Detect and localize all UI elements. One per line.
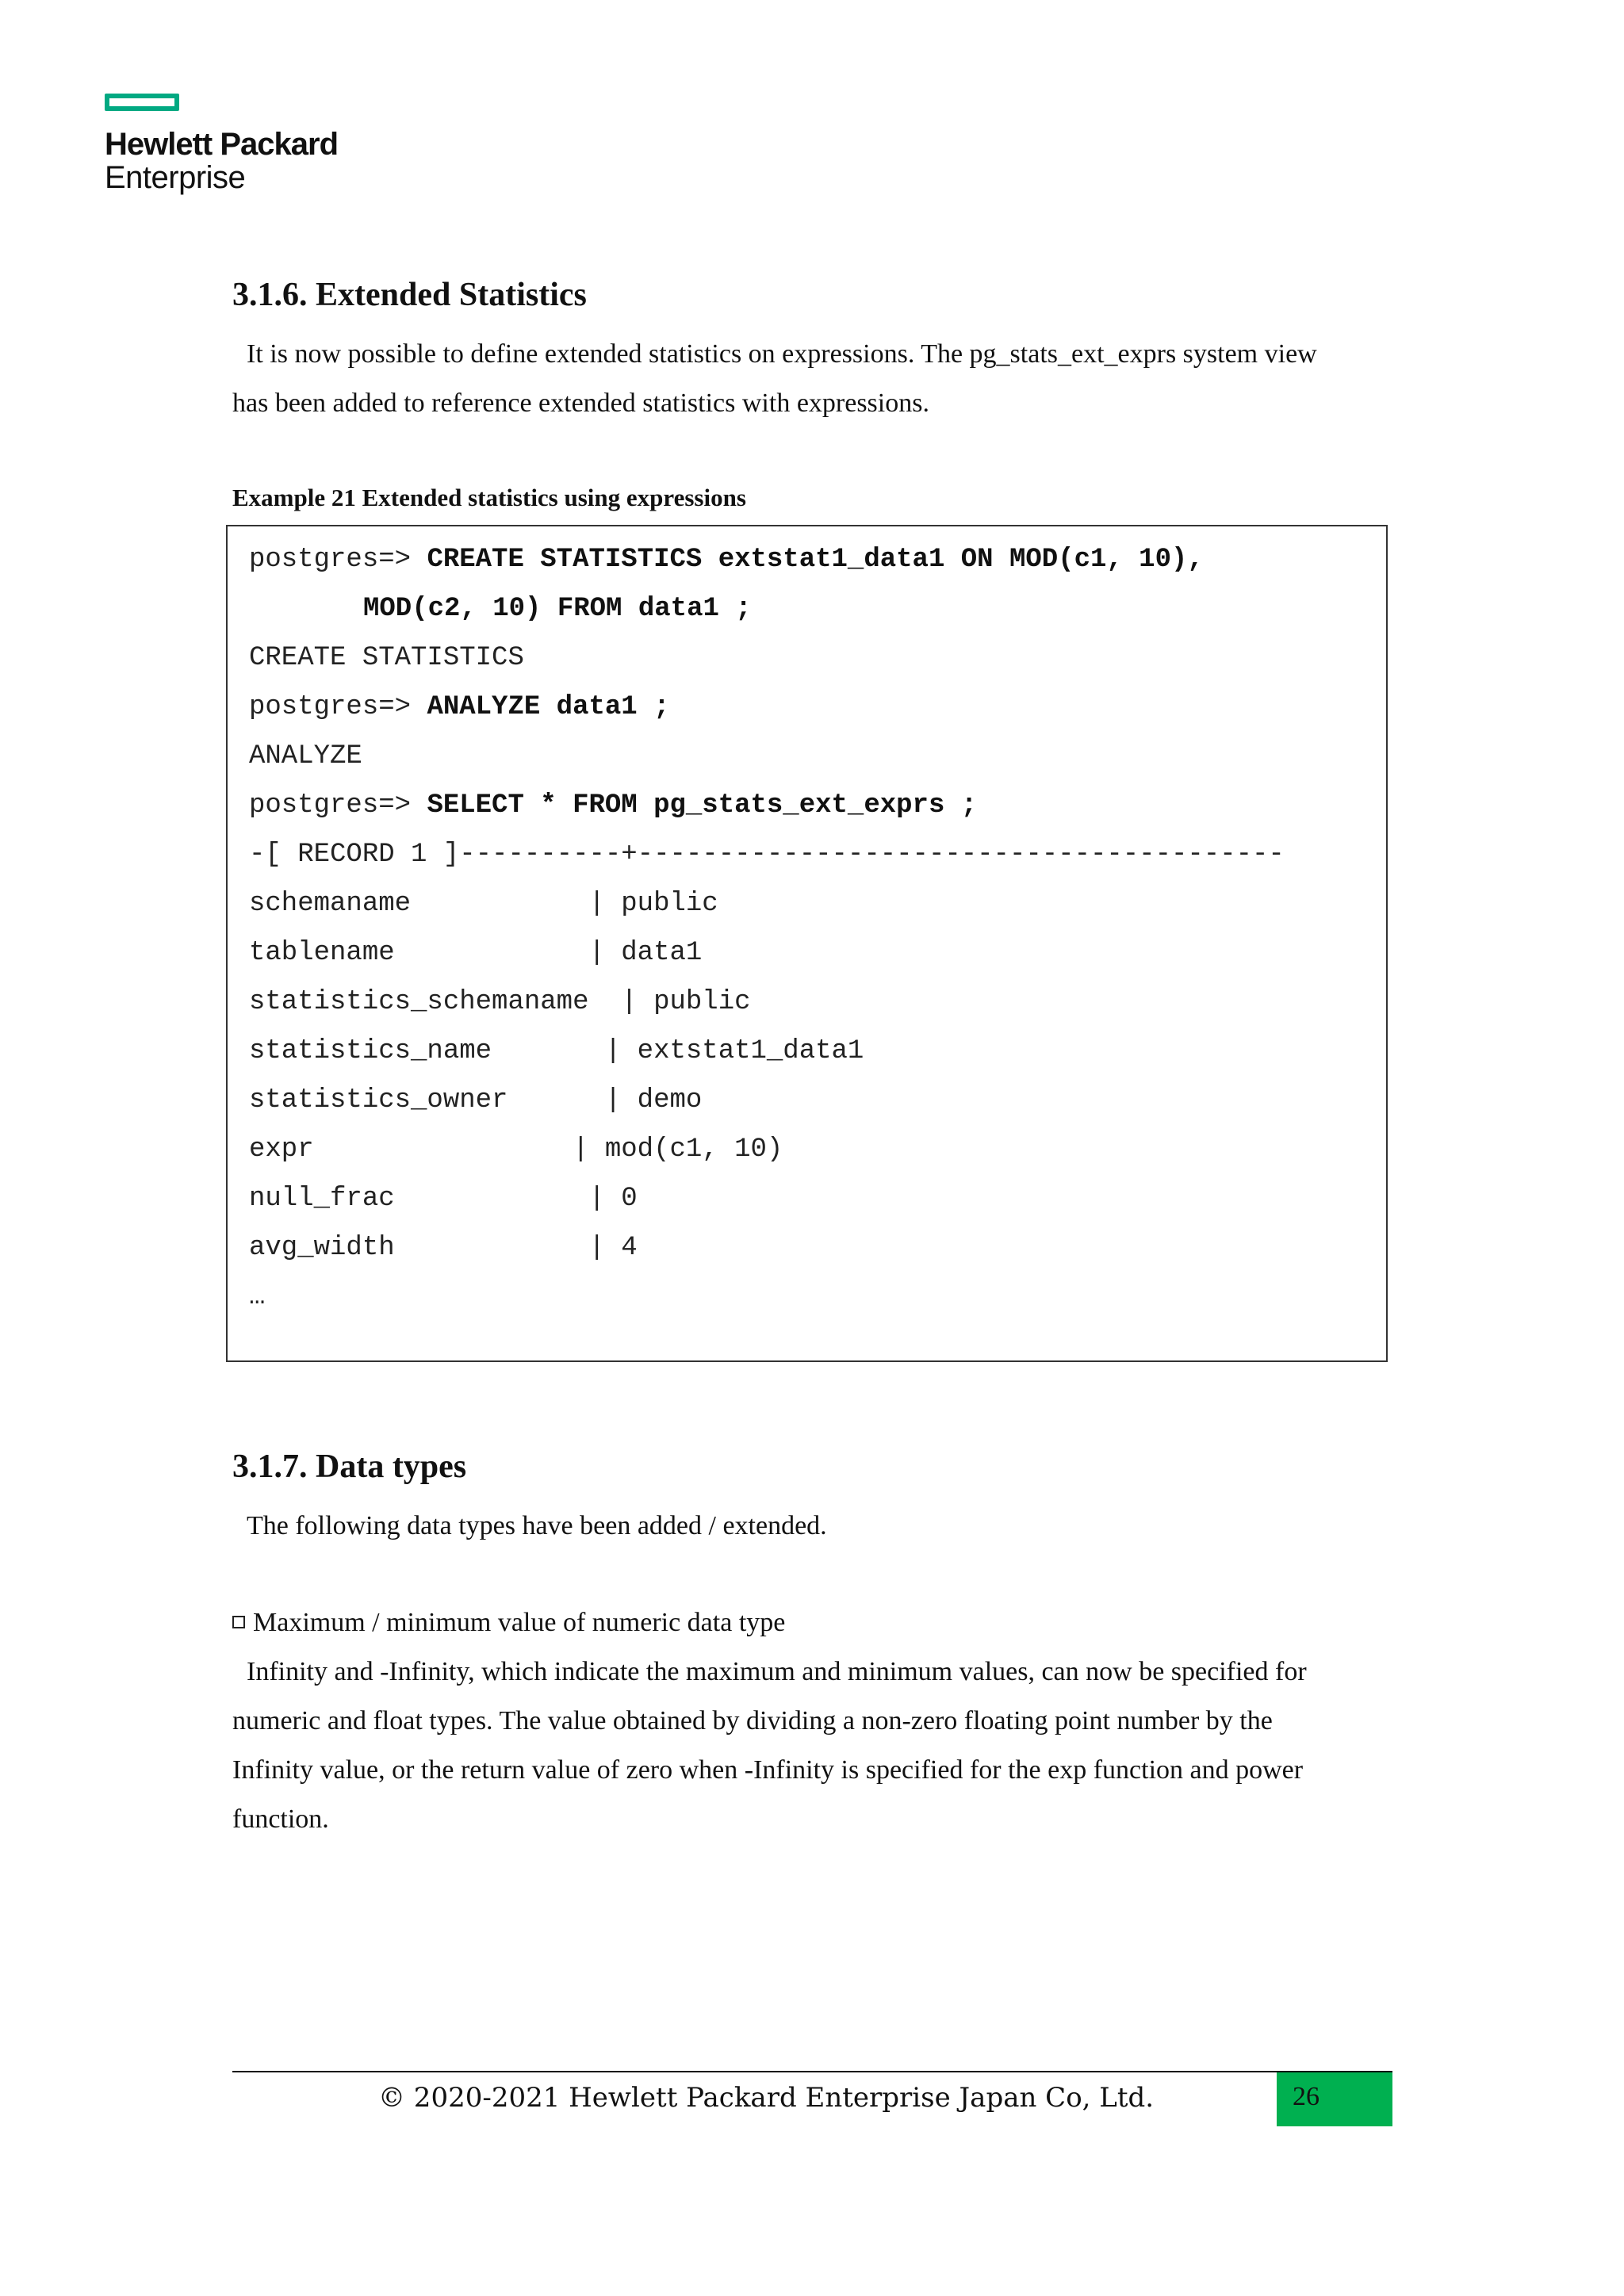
code-example-box <box>226 525 1388 1362</box>
code-line <box>249 691 670 723</box>
code-command: SELECT * FROM pg_stats_ext_exprs ; <box>427 790 978 821</box>
code-line: expr | mod(c1, 10) <box>249 1135 783 1165</box>
footer-copyright: © 2020-2021 Hewlett Packard Enterprise Japan Co, Ltd. <box>378 2082 1155 2114</box>
body-line: has been added to reference extended statistics with expressions. <box>232 388 929 418</box>
intro-line: The following data types have been added / extended. <box>247 1511 827 1540</box>
page-number: 26 <box>1293 2082 1320 2111</box>
bullet-title <box>232 1598 1398 1647</box>
example-caption: Example 21 Extended statistics using expressions <box>232 484 746 511</box>
logo-text-line2: Enterprise <box>105 160 246 195</box>
logo-text-line1: Hewlett Packard <box>105 127 339 162</box>
code-line: CREATE STATISTICS <box>249 643 524 673</box>
code-line: ANALYZE <box>249 741 362 771</box>
body-line: Infinity value, or the return value of zero when -Infinity is specified for the exp function and power <box>232 1755 1304 1785</box>
footer-divider <box>232 2071 1392 2072</box>
code-command: CREATE STATISTICS extstat1_data1 ON MOD(c1, 10), <box>427 545 1204 575</box>
section-heading-extended-statistics: 3.1.6. Extended Statistics <box>232 277 587 313</box>
bullet-title-text: Maximum / minimum value of numeric data type <box>253 1608 786 1637</box>
body-line: numeric and float types. The value obtained by dividing a non-zero floating point number by the <box>232 1706 1273 1735</box>
code-line: null_frac | 0 <box>249 1184 638 1214</box>
code-line <box>249 544 1204 576</box>
code-prompt: postgres=> <box>249 692 427 722</box>
section-heading-data-types: 3.1.7. Data types <box>232 1448 467 1485</box>
code-line: tablename | data1 <box>249 938 703 968</box>
section-317-intro <box>232 1502 1398 1551</box>
square-bullet-icon <box>232 1616 245 1628</box>
code-prompt: postgres=> <box>249 790 427 821</box>
section-317-bullet-block <box>232 1598 1398 1844</box>
body-line: It is now possible to define extended statistics on expressions. The pg_stats_ext_exprs system view <box>247 339 1317 369</box>
section-316-body <box>232 330 1398 428</box>
code-command: MOD(c2, 10) FROM data1 ; <box>363 594 752 624</box>
page-number-box <box>1277 2072 1392 2126</box>
body-line: Infinity and -Infinity, which indicate the maximum and minimum values, can now be specified for <box>247 1657 1307 1686</box>
code-line: … <box>249 1282 266 1312</box>
code-line: avg_width | 4 <box>249 1233 638 1263</box>
code-line <box>249 790 977 821</box>
logo-mark <box>105 94 179 111</box>
code-prompt: postgres=> <box>249 545 427 575</box>
code-line: statistics_name | extstat1_data1 <box>249 1036 864 1066</box>
body-line: function. <box>232 1804 329 1834</box>
code-line <box>363 593 752 625</box>
code-line: schemaname | public <box>249 889 718 919</box>
code-line: -[ RECORD 1 ]----------+---------------------------------------- <box>249 840 1285 870</box>
code-line: statistics_owner | demo <box>249 1085 703 1115</box>
code-line: statistics_schemaname | public <box>249 987 751 1017</box>
code-command: ANALYZE data1 ; <box>427 692 670 722</box>
